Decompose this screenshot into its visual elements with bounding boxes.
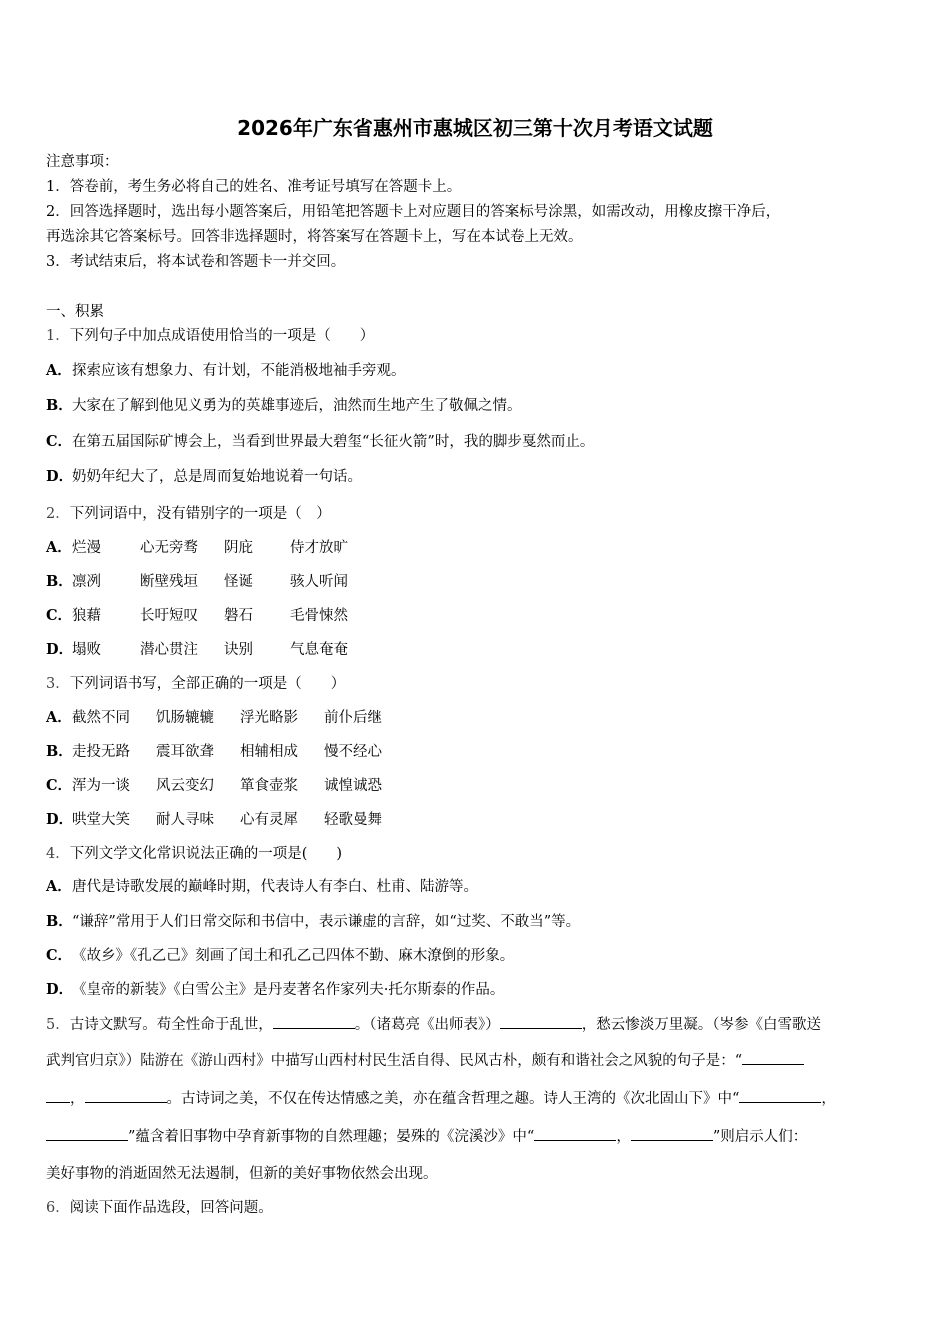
option-word: 骇人听闻 [290, 574, 348, 590]
q4-option-c[interactable] [46, 946, 514, 966]
question-number: 3． [46, 676, 70, 692]
option-word: 狼藉 [72, 608, 101, 624]
option-word: 截然不同 [72, 710, 130, 726]
q2-option-b[interactable] [46, 572, 348, 592]
question-number: 5． [46, 1017, 70, 1033]
answer-blank[interactable] [534, 1126, 616, 1141]
question-text: 古诗文默写。苟全性命于乱世， [69, 1017, 273, 1033]
option-letter: B． [46, 573, 73, 590]
option-word: 心有灵犀 [240, 812, 298, 828]
option-word: 毛骨悚然 [290, 608, 348, 624]
option-letter: A． [46, 709, 72, 726]
option-text: 《故乡》《孔乙己》刻画了闰土和孔乙己四体不勤、麻木潦倒的形象。 [72, 948, 515, 964]
question-text: 。（诸葛亮《出师表》） [354, 1017, 500, 1033]
option-word: 走投无路 [72, 744, 130, 760]
q4-option-d[interactable] [46, 980, 504, 1000]
question-1-stem [46, 326, 374, 346]
q3-option-b[interactable] [46, 742, 382, 762]
question-text: 阅读下面作品选段，回答问题。 [69, 1200, 273, 1216]
answer-blank[interactable] [46, 1088, 70, 1103]
option-word: 浮光略影 [240, 710, 298, 726]
notice-item: 3．考试结束后，将本试卷和答题卡一并交回。 [46, 254, 346, 270]
question-5-line: 美好事物的消逝固然无法遏制，但新的美好事物依然会出现。 [46, 1166, 438, 1182]
q3-option-c[interactable] [46, 776, 382, 796]
option-word: 耐人寻味 [156, 812, 214, 828]
answer-blank[interactable] [46, 1126, 128, 1141]
option-word: 心无旁骛 [140, 540, 198, 556]
option-word: 风云变幻 [156, 778, 214, 794]
notice-item: 2．回答选择题时，选出每小题答案后，用铅笔把答题卡上对应题目的答案标号涂黑，如需改动，用橡皮擦干净后， [46, 204, 781, 220]
option-word: 侍才放旷 [290, 540, 348, 556]
question-5-line [46, 1050, 804, 1071]
notice-item: 再选涂其它答案标号。回答非选择题时，将答案写在答题卡上，写在本试卷上无效。 [46, 229, 583, 245]
option-text: 唐代是诗歌发展的巅峰时期，代表诗人有李白、杜甫、陆游等。 [72, 879, 478, 895]
option-word: 箪食壶浆 [240, 778, 298, 794]
option-letter: D． [46, 811, 74, 828]
option-word: 诀别 [224, 642, 253, 658]
question-text: ，愁云惨淡万里凝。（岑参《白雪歌送 [581, 1017, 821, 1033]
option-word: 浑为一谈 [72, 778, 130, 794]
option-text: 《皇帝的新装》《白雪公主》是丹麦著名作家列夫·托尔斯泰的作品。 [72, 982, 505, 998]
option-word: 潜心贯注 [140, 642, 198, 658]
option-text: 奶奶年纪大了，总是周而复始地说着一句话。 [72, 469, 362, 485]
question-2-stem [46, 504, 331, 524]
notice-item: 1．答卷前，考生务必将自己的姓名、准考证号填写在答题卡上。 [46, 179, 462, 195]
option-letter: B． [46, 743, 73, 760]
option-word: 阴庇 [224, 540, 253, 556]
option-word: 怪诞 [224, 574, 253, 590]
q4-option-b[interactable] [46, 912, 580, 932]
option-word: 气息奄奄 [290, 642, 348, 658]
question-number: 4． [46, 846, 70, 862]
notice-heading: 注意事项： [46, 154, 119, 170]
option-word: 震耳欲聋 [156, 744, 214, 760]
option-word: 塌败 [72, 642, 101, 658]
question-5-line [46, 1126, 807, 1147]
q3-option-d[interactable] [46, 810, 382, 830]
option-letter: D． [46, 468, 74, 485]
question-text: ”则启示人们： [712, 1129, 808, 1145]
question-text: 下列词语书写，全部正确的一项是（ ） [69, 676, 346, 692]
q1-option-d[interactable] [46, 467, 362, 487]
option-word: 磐石 [224, 608, 253, 624]
option-letter: B． [46, 913, 73, 930]
q1-option-a[interactable] [46, 361, 406, 381]
option-word: 诚惶诚恐 [324, 778, 382, 794]
option-letter: C． [46, 607, 73, 624]
option-letter: C． [46, 947, 73, 964]
question-text: 武判官归京》）陆游在《游山西村》中描写山西村村民生活自得、民风古朴，颇有和谐社会之风貌的句子是：“ [46, 1053, 743, 1069]
page-title: 2026年广东省惠州市惠城区初三第十次月考语文试题 [237, 116, 713, 140]
question-number: 1． [46, 328, 70, 344]
section-heading: 一、积累 [46, 304, 104, 320]
option-text: “谦辞”常用于人们日常交际和书信中，表示谦虚的言辞，如“过奖、不敢当”等。 [72, 914, 581, 930]
question-text: 下列文学文化常识说法正确的一项是( ) [69, 846, 343, 862]
answer-blank[interactable] [631, 1126, 713, 1141]
option-word: 饥肠辘辘 [156, 710, 214, 726]
answer-blank[interactable] [742, 1050, 804, 1065]
q2-option-d[interactable] [46, 640, 348, 660]
option-text: 探索应该有想象力、有计划，不能消极地袖手旁观。 [72, 363, 406, 379]
option-letter: A． [46, 362, 72, 379]
option-letter: A． [46, 878, 72, 895]
answer-blank[interactable] [85, 1088, 167, 1103]
q2-option-a[interactable] [46, 538, 348, 558]
question-text: ”蕴含着旧事物中孕育新事物的自然理趣；晏殊的《浣溪沙》中“ [128, 1129, 535, 1145]
q3-option-a[interactable] [46, 708, 382, 728]
question-5-line [46, 1088, 836, 1109]
question-text: ， [616, 1129, 631, 1145]
option-text: 大家在了解到他见义勇为的英雄事迹后，油然而生地产生了敬佩之情。 [72, 398, 522, 414]
question-5-line [46, 1014, 821, 1035]
q1-option-b[interactable] [46, 396, 522, 416]
question-text: 下列词语中，没有错别字的一项是（ ） [69, 506, 331, 522]
q2-option-c[interactable] [46, 606, 348, 626]
option-word: 相辅相成 [240, 744, 298, 760]
question-text: ， [70, 1091, 85, 1107]
option-word: 前仆后继 [324, 710, 382, 726]
question-number: 2． [46, 506, 70, 522]
option-letter: C． [46, 433, 73, 450]
option-letter: D． [46, 641, 74, 658]
option-letter: D． [46, 981, 74, 998]
question-text: 。古诗词之美，不仅在传达情感之美，亦在蕴含哲理之趣。诗人王湾的《次北固山下》中“ [166, 1091, 740, 1107]
option-word: 哄堂大笑 [72, 812, 130, 828]
question-6-stem [46, 1198, 273, 1218]
option-word: 慢不经心 [324, 744, 382, 760]
option-word: 烂漫 [72, 540, 101, 556]
option-word: 断壁残垣 [140, 574, 198, 590]
q4-option-a[interactable] [46, 877, 478, 897]
option-letter: B． [46, 397, 73, 414]
answer-blank[interactable] [739, 1088, 821, 1103]
answer-blank[interactable] [273, 1014, 355, 1029]
option-letter: A． [46, 539, 72, 556]
question-3-stem [46, 674, 345, 694]
question-number: 6． [46, 1200, 70, 1216]
question-text: 下列句子中加点成语使用恰当的一项是（ ） [69, 328, 375, 344]
option-text: 在第五届国际矿博会上，当看到世界最大碧玺“长征火箭”时，我的脚步戛然而止。 [72, 434, 595, 450]
question-text: ， [821, 1091, 836, 1107]
option-word: 轻歌曼舞 [324, 812, 382, 828]
question-4-stem [46, 844, 342, 864]
option-letter: C． [46, 777, 73, 794]
q1-option-c[interactable] [46, 432, 594, 452]
answer-blank[interactable] [500, 1014, 582, 1029]
option-word: 长吁短叹 [140, 608, 198, 624]
option-word: 凛冽 [72, 574, 101, 590]
